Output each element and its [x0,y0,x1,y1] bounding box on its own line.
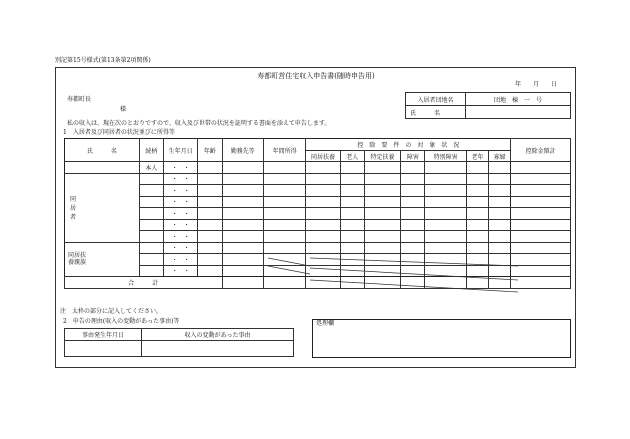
header-deduction-total: 控除金額計 [511,139,571,162]
processing-box [312,319,571,358]
reason-table [64,328,294,357]
reason-date-header: 事由発生年月日 [65,329,142,341]
header-elderly: 老人 [340,151,364,162]
form-reference: 別記第15号様式(第13条第2項関係) [55,57,151,64]
address-value[interactable]: 団地 棟 一 号 [466,93,571,106]
header-birth: 生年月日 [163,139,197,162]
cohabitant-birth[interactable]: ・ ・ [163,173,197,185]
cohabitant-birth[interactable]: ・ ・ [163,196,197,208]
header-relation: 続柄 [139,139,163,162]
form-title: 寿都町営住宅収入申告書(随時申告用) [257,72,375,80]
total-income [263,277,305,289]
self-birth[interactable]: ・ ・ [163,162,197,174]
section-1-heading: 1 入居者及び同居者の状況並びに所得等 [63,129,175,136]
header-age: 年齢 [198,139,222,162]
header-deduction-group: 控 除 要 件 の 対 象 状 況 [306,139,511,151]
header-aged: 老年 [466,151,488,162]
cohabitant-birth[interactable]: ・ ・ [163,208,197,220]
dependent-label-cell [65,242,140,277]
cohabitant-birth[interactable]: ・ ・ [163,219,197,231]
reason-date-field[interactable] [65,341,142,357]
processing-label: 処理欄 [316,320,335,327]
dependent-birth[interactable]: ・ ・ [163,254,197,266]
header-widow: 寡婦 [489,151,511,162]
section-2-heading: 2 申告の理由(収入の変動があった事由)等 [63,318,180,325]
cohabitant-label-cell [65,173,140,242]
header-name: 氏 名 [65,139,140,162]
self-relation: 本人 [139,162,163,174]
name-field[interactable] [466,106,571,119]
addressee: 寿都町長 [67,96,92,103]
date-line: 年 月 日 [515,81,558,88]
name-label: 氏 名 [406,106,466,119]
self-name-cell[interactable] [65,162,140,174]
cohabitant-label: 同居者 [69,196,76,221]
dependent-label: 同居扶養親族 [68,251,87,267]
header-dependent: 同居扶養 [306,151,340,162]
address-label: 入居者団地名 [406,93,466,106]
cohabitant-birth[interactable]: ・ ・ [163,185,197,197]
reason-header: 収入の変動があった事由 [142,329,294,341]
reason-field[interactable] [142,341,294,357]
applicant-table [405,92,571,119]
income-table [64,138,571,289]
header-special: 特定扶養 [364,151,400,162]
dependent-birth[interactable]: ・ ・ [163,265,197,277]
header-employer: 勤務先等 [222,139,263,162]
total-label: 合 計 [65,277,223,289]
dependent-birth[interactable]: ・ ・ [163,242,197,254]
header-income: 年間所得 [263,139,305,162]
note: 注 太枠の部分に記入してください。 [60,308,163,315]
total-deduction [511,277,571,289]
cohabitant-birth[interactable]: ・ ・ [163,231,197,243]
header-special-disability: 特別障害 [425,151,466,162]
intro-text: 私の収入は、現在次のとおりですので、収入及び世帯の状況を証明する書面を添えて申告します。 [67,120,331,127]
header-disability: 障害 [401,151,425,162]
honorific: 様 [120,106,127,113]
